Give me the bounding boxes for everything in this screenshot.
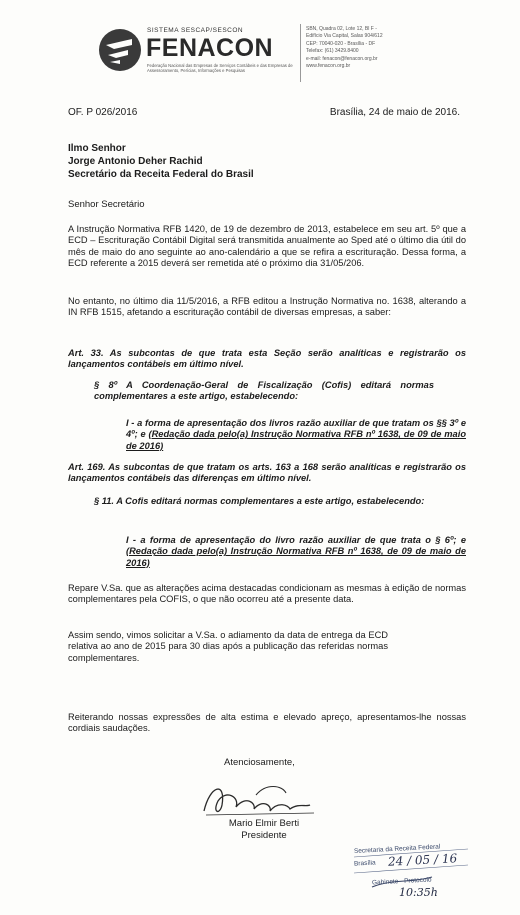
closing: Atenciosamente, <box>224 757 295 768</box>
address-line: www.fenacon.org.br <box>306 63 351 70</box>
paragraph-1: A Instrução Normativa RFB 1420, de 19 de dezembro de 2013, estabelece em seu art. 5º que a ECD – Escrituração Contábil Digital será transmitida anualmente ao Sped até o último dia útil do mês de maio do ano seguinte ao ano-calendário a que se refira a escrituração. Dessa forma, a ECD referente a 2015 deverá ser remetida até o próximo dia 31/05/206. <box>68 224 466 269</box>
salutation: Senhor Secretário <box>68 199 145 210</box>
inciso-reference: (Redação dada pelo(a) Instrução Normativa RFB nº 1638, de 09 de maio de 2016) <box>126 429 466 451</box>
system-line: SISTEMA SESCAP/SESCON <box>147 27 244 34</box>
signature-icon <box>196 775 326 821</box>
address-block <box>306 26 383 70</box>
inciso-text: I - a forma de apresentação do livro razão auxiliar de que trata o § 6º; e <box>126 535 466 545</box>
paragraph-3: Repare V.Sa. que as alterações acima destacadas condicionam as mesmas à edição de normas complementares pela COFIS, o que não ocorreu até a presente data. <box>68 583 466 605</box>
article-33: Art. 33. As subcontas de que trata esta Seção serão analíticas e registrarão os lançamentos contábeis em último nível. <box>68 348 466 370</box>
address-line: e-mail: fenacon@fenacon.org.br <box>306 55 378 62</box>
address-line: Telefax: (61) 3429.8400 <box>306 48 359 55</box>
article-169-paragraph-11: § 11. A Cofis editará normas complementares a este artigo, estabelecendo: <box>94 496 425 506</box>
inciso-reference: (Redação dada pelo(a) Instrução Normativa RFB nº 1638, de 09 de maio de 2016) <box>126 546 466 568</box>
fenacon-logo-icon <box>98 28 142 72</box>
article-169: Art. 169. As subcontas de que tratam os arts. 163 a 168 serão analíticas e registrarão os lançamentos contábeis das diferenças em último nível. <box>68 462 466 484</box>
stamp-office: Gabinete - Protocolo <box>371 876 432 887</box>
article-33-inciso-1 <box>126 418 466 452</box>
letter-date: Brasília, 24 de maio de 2016. <box>329 107 460 118</box>
recipient-line: Ilmo Senhor <box>68 143 126 154</box>
inciso-text: I - a forma de apresentação dos livros razão auxiliar de que tratam os §§ 3º e 4º; e <box>126 418 466 440</box>
address-line: CEP: 70040-020 - Brasília - DF <box>306 40 376 47</box>
stamp-handwritten-date: 24 / 05 / 16 <box>387 851 458 869</box>
address-line: Edifício Via Capital, Salas 904/612 <box>306 33 383 40</box>
article-33-paragraph-8: § 8º A Coordenação-Geral de Fiscalização (Cofis) editará normas complementares a este artigo, estabelecendo: <box>94 380 434 402</box>
org-subtitle: Federação Nacional das Empresas de Serviços Contábeis e das Empresas de Assessoramento, Perícias, Informações e Pesquisas <box>147 63 293 74</box>
recipient-line: Jorge Antonio Deher Rachid <box>68 156 203 167</box>
signer-title: Presidente <box>241 830 287 841</box>
address-line: SBN, Quadra 02, Lote 12, Bl F - <box>306 26 377 32</box>
stamp-agency: Secretaria da Receita Federal <box>353 843 441 855</box>
stamp-handwritten-time: 10:35h <box>399 886 438 899</box>
paragraph-5: Reiterando nossas expressões de alta estima e elevado apreço, apresentamos-lhe nossas cordiais saudações. <box>68 712 466 734</box>
header-divider <box>300 24 301 82</box>
org-name: FENACON <box>146 34 274 62</box>
signer-name: Mario Elmir Berti <box>228 818 300 829</box>
recipient-line: Secretário da Receita Federal do Brasil <box>68 169 254 180</box>
letter-reference: OF. P 026/2016 <box>68 107 138 118</box>
recipient-block <box>68 142 254 181</box>
paragraph-4: Assim sendo, vimos solicitar a V.Sa. o adiamento da data de entrega da ECD relativa ao ano de 2015 para 30 dias após a publicação das referidas normas complementares. <box>68 630 388 663</box>
article-169-inciso-1 <box>126 535 466 569</box>
stamp-city: Brasília <box>353 859 376 868</box>
paragraph-2: No entanto, no último dia 11/5/2016, a RFB editou a Instrução Normativa no. 1638, alterando a IN RFB 1515, afetando a escrituração contábil de diversas empresas, a saber: <box>68 296 466 318</box>
signer-block <box>224 818 304 842</box>
